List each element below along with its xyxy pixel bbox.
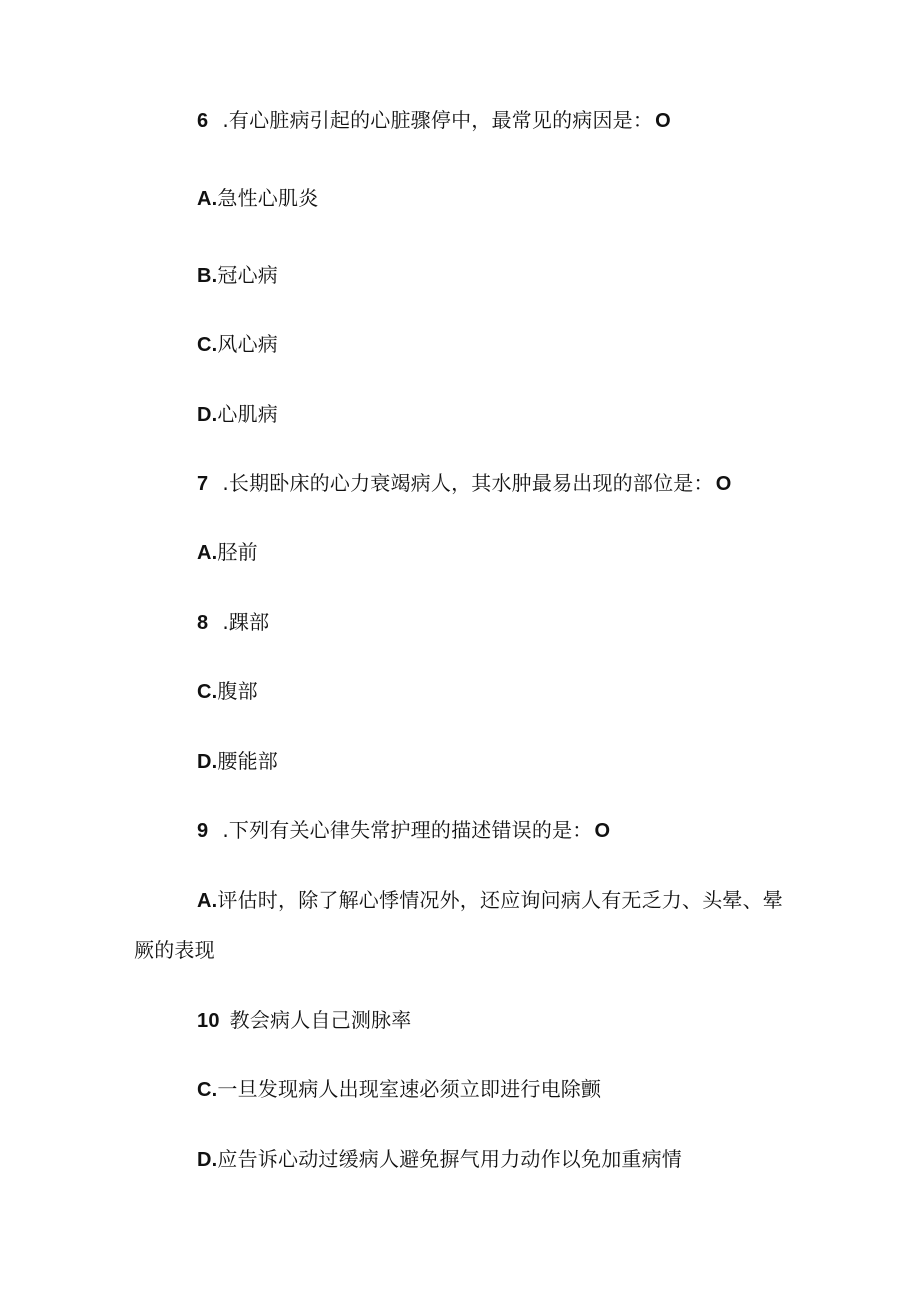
option-letter: A. [197,542,218,564]
option-letter: A. [197,890,218,912]
option-d [197,400,278,429]
question-9 [197,816,610,845]
option-text: 急性心肌炎 [217,186,319,210]
option-d [197,747,278,776]
option-letter: D. [197,751,218,773]
question-text: .长期卧床的心力衰竭病人，其水肿最易出现的部位是： [222,471,714,495]
option-number: 10 [197,1010,220,1032]
option-letter: B. [197,265,218,287]
option-a [197,886,783,915]
option-letter: D. [197,404,218,426]
option-a-continuation [134,936,215,964]
option-text: 风心病 [217,332,279,356]
option-c [197,677,258,706]
option-text: 教会病人自己测脉率 [229,1008,412,1032]
option-text: 应告诉心动过缓病人避免摒气用力动作以免加重病情 [217,1147,683,1171]
option-a [197,538,258,567]
option-a [197,184,318,213]
question-6 [197,106,671,135]
question-7 [197,469,731,498]
option-b [197,261,278,290]
option-text: .踝部 [222,610,270,634]
question-text: .下列有关心律失常护理的描述错误的是： [222,818,593,842]
option-text: 腹部 [217,679,258,703]
option-letter: C. [197,334,218,356]
answer-blank-mark: O [594,820,611,842]
option-b-misnumbered [197,608,269,637]
option-letter: A. [197,188,218,210]
option-number: 8 [197,612,209,634]
option-letter: C. [197,681,218,703]
answer-blank-mark: O [655,110,671,132]
option-text: 胫前 [217,540,258,564]
option-c [197,330,278,359]
option-d [197,1145,682,1174]
question-number: 6 [197,110,209,132]
question-number: 7 [197,473,209,495]
question-number: 9 [197,820,209,842]
question-text: .有心脏病引起的心脏骤停中，最常见的病因是： [222,108,654,132]
option-text: 腰能部 [217,749,279,773]
option-text: 厥的表现 [134,938,215,962]
option-text: 评估时，除了解心悸情况外，还应询问病人有无乏力、头晕、晕 [217,888,784,912]
option-text: 心肌病 [217,402,279,426]
option-text: 冠心病 [217,263,279,287]
option-text: 一旦发现病人出现室速必须立即进行电除颤 [217,1077,602,1101]
option-letter: D. [197,1149,218,1171]
option-letter: C. [197,1079,218,1101]
option-b-misnumbered [197,1006,411,1035]
answer-blank-mark: O [715,473,732,495]
option-c [197,1075,601,1104]
